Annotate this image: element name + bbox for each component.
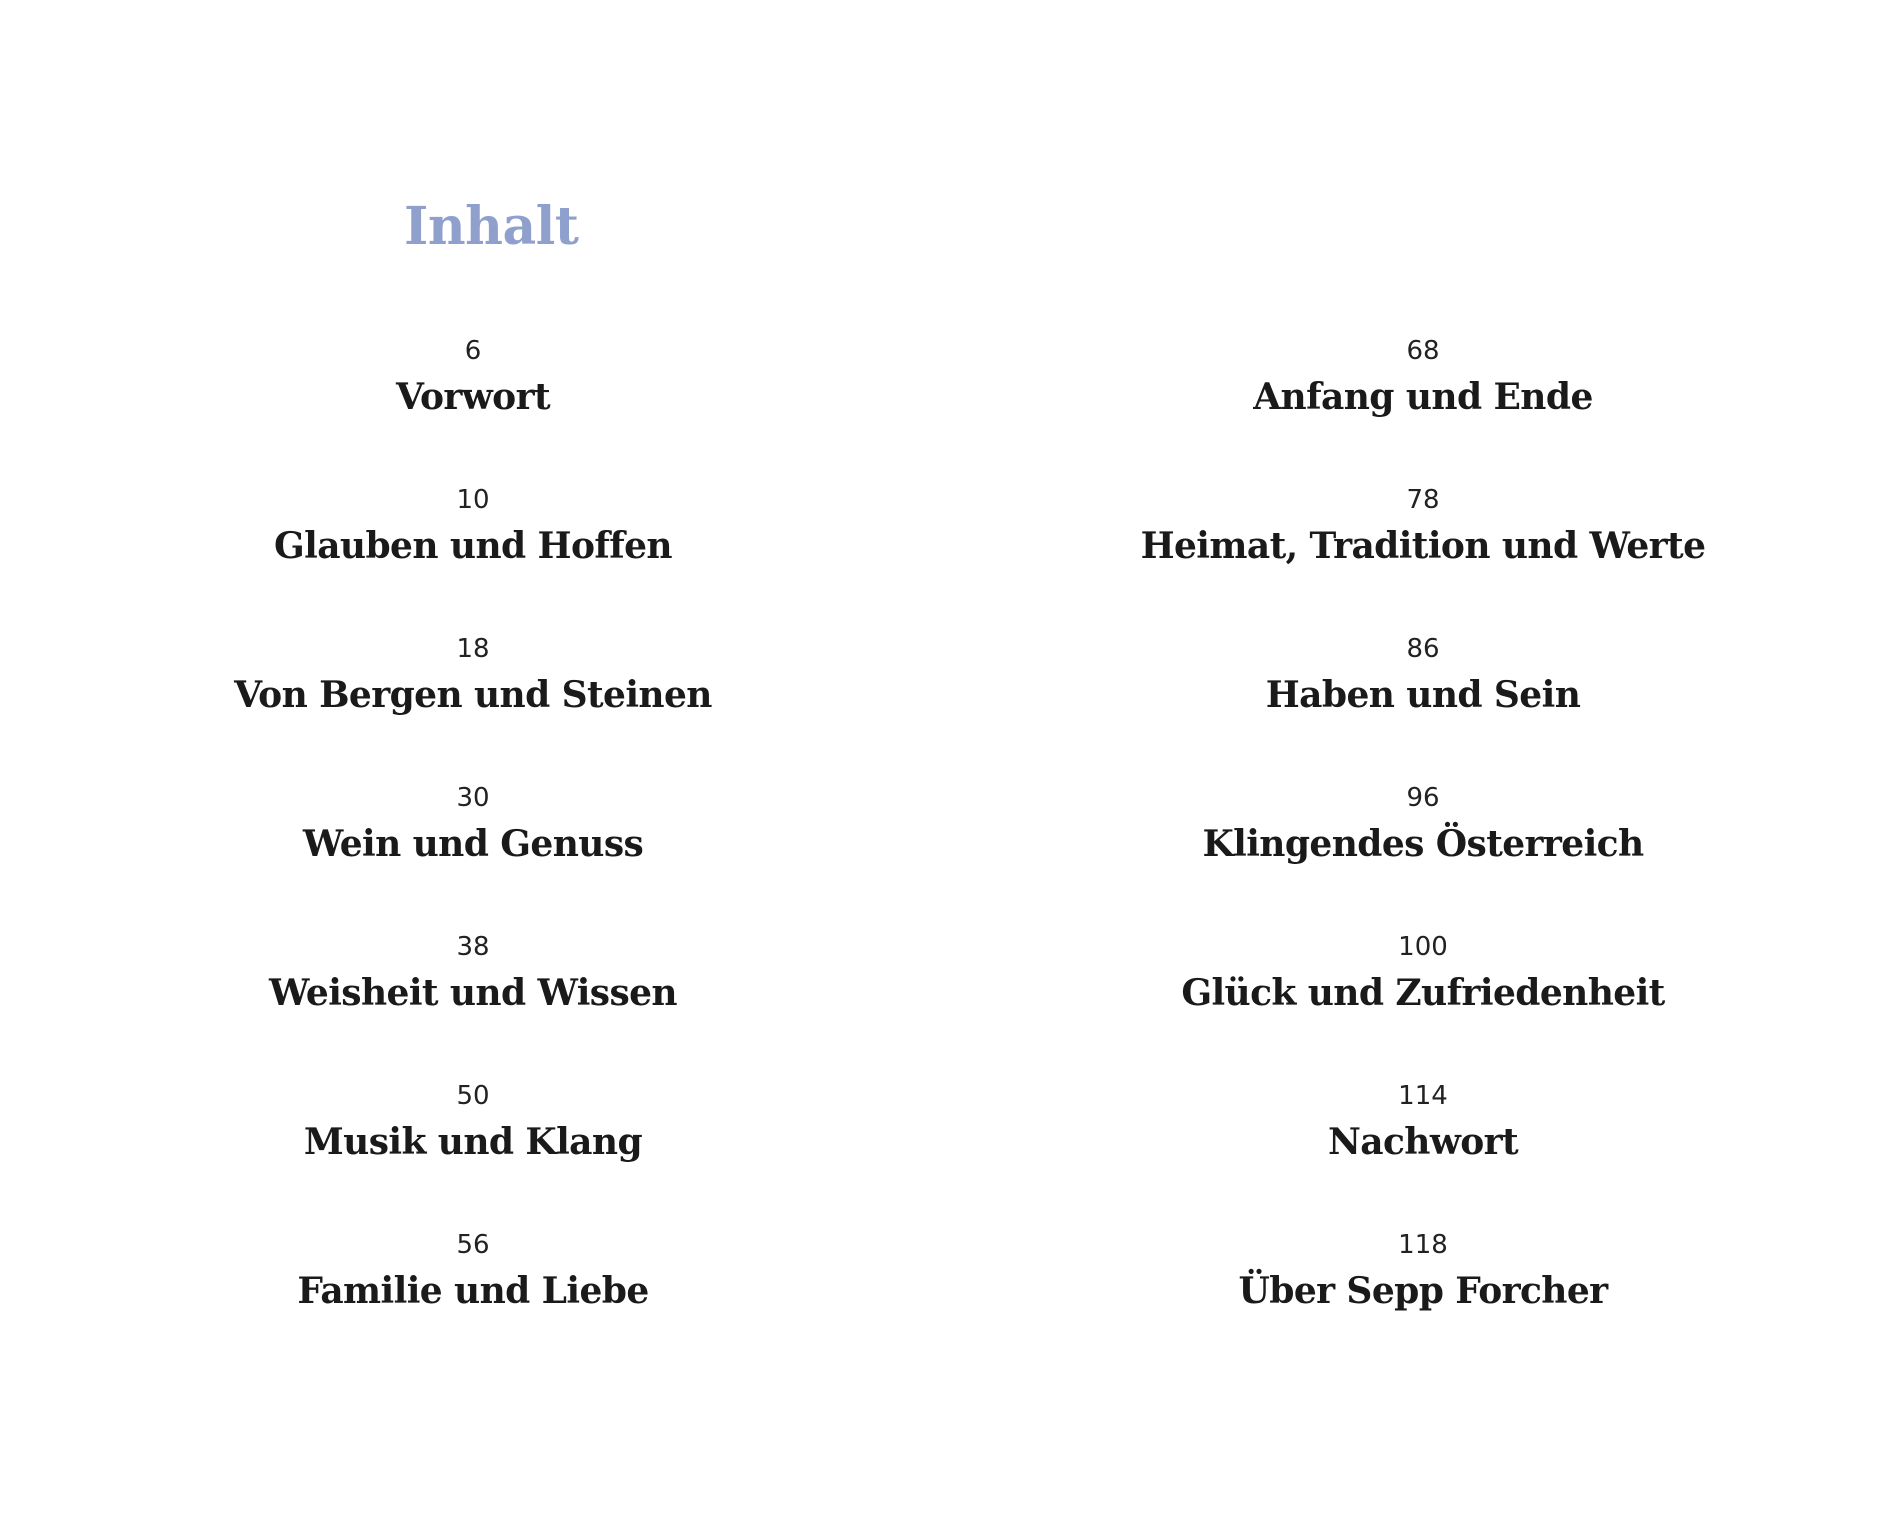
toc-page-number: 6 bbox=[464, 336, 482, 366]
toc-chapter-title: Über Sepp Forcher bbox=[1238, 1270, 1608, 1312]
toc-chapter-title: Klingendes Österreich bbox=[1202, 823, 1644, 865]
toc-entry bbox=[1113, 923, 1733, 1072]
toc-entry bbox=[1113, 774, 1733, 923]
toc-chapter-title: Weisheit und Wissen bbox=[269, 972, 677, 1014]
toc-chapter-title: Anfang und Ende bbox=[1253, 376, 1593, 418]
toc-chapter-title: Vorwort bbox=[395, 376, 550, 418]
toc-right-column bbox=[1113, 327, 1733, 1370]
toc-page-number: 50 bbox=[456, 1081, 490, 1111]
toc-entry bbox=[163, 625, 783, 774]
toc-page-number: 100 bbox=[1398, 932, 1448, 962]
toc-chapter-title: Von Bergen und Steinen bbox=[234, 674, 712, 716]
toc-entry bbox=[163, 1221, 783, 1370]
toc-chapter-title: Glück und Zufriedenheit bbox=[1181, 972, 1665, 1014]
toc-entry bbox=[163, 476, 783, 625]
toc-chapter-title: Haben und Sein bbox=[1265, 674, 1581, 716]
toc-entry bbox=[1113, 1221, 1733, 1370]
toc-entry bbox=[163, 774, 783, 923]
toc-chapter-title: Glauben und Hoffen bbox=[273, 525, 673, 567]
toc-page-number: 68 bbox=[1406, 336, 1440, 366]
toc-chapter-title: Nachwort bbox=[1327, 1121, 1519, 1163]
toc-entry bbox=[163, 923, 783, 1072]
toc-entry bbox=[1113, 327, 1733, 476]
toc-entry bbox=[1113, 1072, 1733, 1221]
toc-entry bbox=[1113, 476, 1733, 625]
toc-page-number: 18 bbox=[456, 634, 490, 664]
toc-chapter-title: Wein und Genuss bbox=[302, 823, 644, 865]
toc-page-number: 30 bbox=[456, 783, 490, 813]
toc-left-column bbox=[163, 327, 783, 1370]
toc-chapter-title: Heimat, Tradition und Werte bbox=[1140, 525, 1706, 567]
toc-page-number: 86 bbox=[1406, 634, 1440, 664]
toc-page-number: 114 bbox=[1398, 1081, 1448, 1111]
toc-page-number: 118 bbox=[1398, 1230, 1448, 1260]
page-title: Inhalt bbox=[404, 196, 579, 257]
toc-page-number: 38 bbox=[456, 932, 490, 962]
toc-entry bbox=[163, 327, 783, 476]
toc-page-number: 78 bbox=[1406, 485, 1440, 515]
toc-page-number: 10 bbox=[456, 485, 490, 515]
toc-page-number: 56 bbox=[456, 1230, 490, 1260]
toc-page-number: 96 bbox=[1406, 783, 1440, 813]
toc-entry bbox=[1113, 625, 1733, 774]
toc-chapter-title: Familie und Liebe bbox=[297, 1270, 649, 1312]
toc-entry bbox=[163, 1072, 783, 1221]
toc-chapter-title: Musik und Klang bbox=[303, 1121, 643, 1163]
